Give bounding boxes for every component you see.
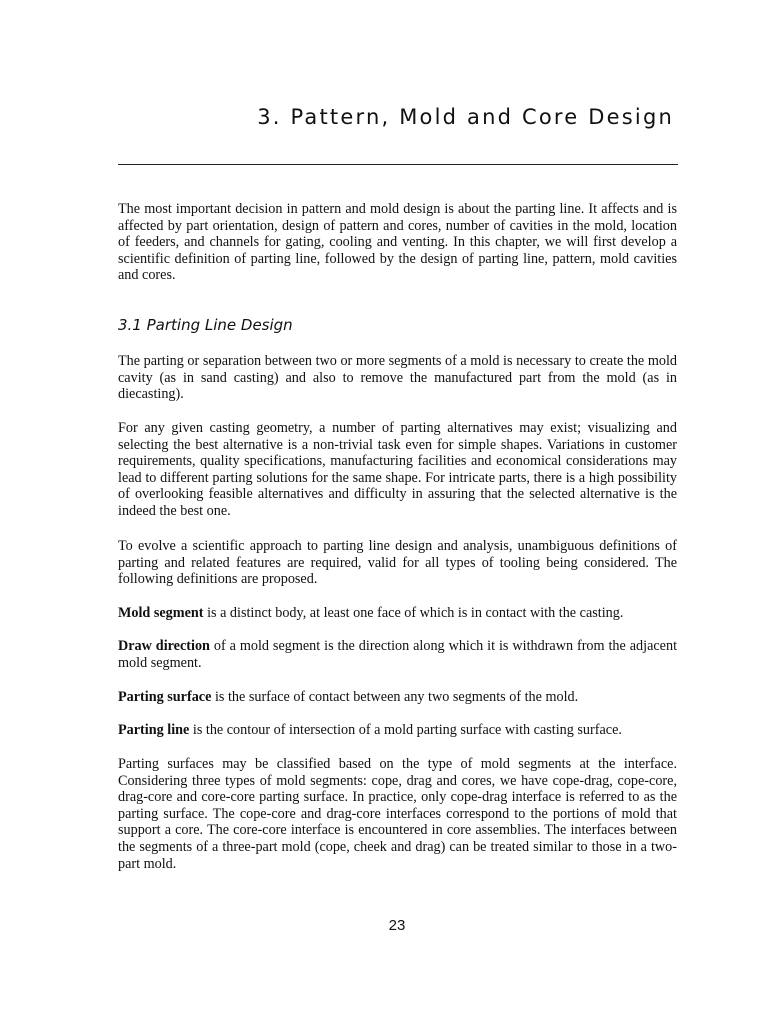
section-heading: 3.1 Parting Line Design (118, 316, 293, 334)
section-paragraph-1: The parting or separation between two or more segments of a mold is necessary to create the mold cavity (as in sand casting) and also to remove the manufactured part from the mold (as in diecasting). (118, 353, 677, 403)
definition-draw-direction (118, 638, 677, 671)
intro-paragraph: The most important decision in pattern and mold design is about the parting line. It affects and is affected by part orientation, design of pattern and cores, number of cavities in the mold, location of feeders, and channels for gating, cooling and venting. In this chapter, we will first develop a scientific definition of parting line, followed by the design of parting line, pattern, mold cavities and cores. (118, 201, 677, 284)
section-paragraph-3: To evolve a scientific approach to parting line design and analysis, unambiguous definitions of parting and related features are required, valid for all types of tooling being considered. The following definitions are proposed. (118, 538, 677, 588)
definition-term: Parting surface (118, 689, 212, 705)
definition-parting-line (118, 722, 677, 739)
chapter-title: 3. Pattern, Mold and Core Design (257, 105, 674, 129)
title-divider (118, 164, 678, 165)
definition-term: Parting line (118, 722, 190, 738)
section-paragraph-2: For any given casting geometry, a number of parting alternatives may exist; visualizing and selecting the best alternative is a non-trivial task even for simple shapes. Variations in customer requirements, quality specifications, manufacturing facilities and economical considerations may lead to different parting solutions for the same shape. For intricate parts, there is a high possibility of overlooking feasible alternatives and difficulty in assuring that the selected alternative is the indeed the best one. (118, 420, 677, 519)
definition-text: is the contour of intersection of a mold parting surface with casting surface. (189, 722, 622, 738)
definition-text: is a distinct body, at least one face of which is in contact with the casting. (203, 605, 624, 621)
closing-paragraph: Parting surfaces may be classified based on the type of mold segments at the interface. Considering three types of mold segments: cope, drag and cores, we have cope-drag, cope-core, drag-core and core-core parting surface. In practice, only cope-drag interface is referred to as the parting surface. The cope-core and drag-core interfaces correspond to the portions of mold that support a core. The core-core interface is encountered in core assemblies. The interfaces between the segments of a three-part mold (cope, cheek and drag) can be treated similar to those in a two-part mold. (118, 756, 677, 872)
definition-mold-segment (118, 605, 677, 622)
definition-parting-surface (118, 689, 677, 706)
definition-text: is the surface of contact between any two segments of the mold. (211, 689, 579, 705)
page-number: 23 (388, 917, 406, 934)
definition-term: Mold segment (118, 605, 204, 621)
definition-text: of a mold segment is the direction along which it is withdrawn from the adjacent mold segment. (118, 638, 678, 671)
definition-term: Draw direction (118, 638, 210, 654)
